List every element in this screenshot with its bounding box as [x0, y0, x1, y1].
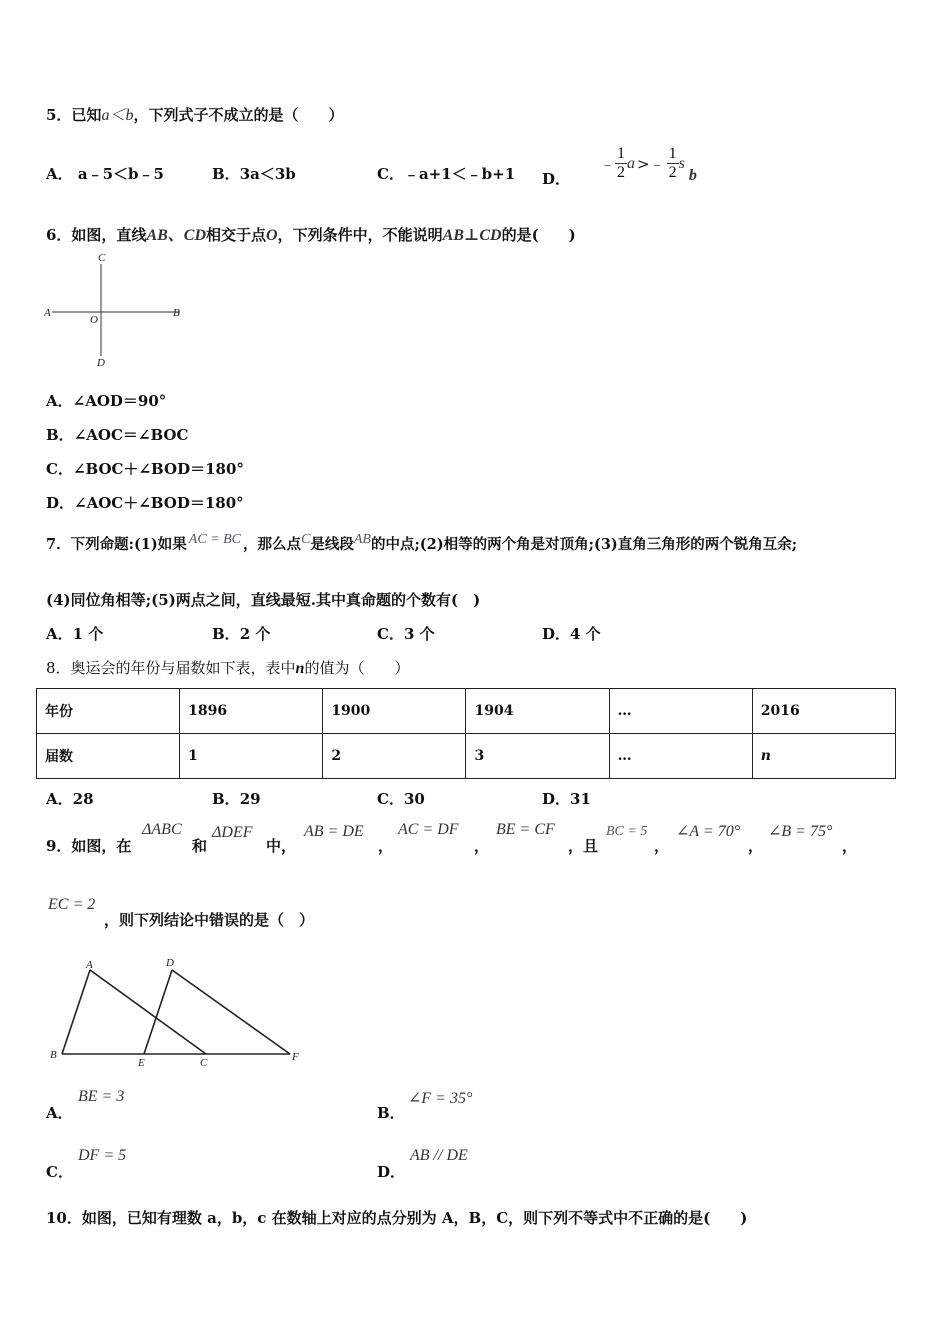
q9-option-c-text: DF = 5 — [78, 1147, 127, 1164]
option-letter: C． — [377, 790, 404, 808]
q8-stem-prefix: 8．奥运会的年份与届数如下表，表中 — [46, 659, 296, 677]
q9-cond6: ∠B = 75° — [768, 823, 833, 840]
option-text: 31 — [570, 790, 591, 808]
q7-option-c — [377, 623, 435, 644]
line-ba — [62, 970, 90, 1054]
q9-tri1: ΔABC — [142, 821, 182, 838]
q9-option-d-letter: D． — [377, 1163, 406, 1181]
q7-segment: AB — [353, 532, 371, 547]
q6-stem-mid: 相交于点 — [206, 226, 267, 244]
frac-den: 2 — [668, 164, 677, 181]
table-cell: 1900 — [323, 689, 466, 734]
q9-comma4: ， — [748, 837, 764, 855]
label-b: B — [50, 1049, 57, 1061]
label-o: O — [90, 314, 98, 326]
q5-stem-prefix: 5．已知 — [46, 106, 102, 124]
q5-option-d — [542, 138, 697, 189]
label-c: C — [200, 1057, 208, 1069]
label-a: A — [44, 307, 51, 319]
q7-part1: 7．下列命题:(1)如果 — [46, 536, 187, 553]
q6-option-d — [46, 492, 244, 513]
q7-stem-line1 — [46, 533, 797, 554]
label-a: A — [86, 959, 93, 971]
q9-comma3: ， — [654, 837, 670, 855]
q5-stem-suffix: ，下列式子不成立的是（ ） — [133, 106, 344, 124]
option-letter: B． — [212, 165, 240, 183]
q7-part2: ，那么点 — [243, 536, 301, 553]
q7-stem-line2: (4)同位角相等;(5)两点之间，直线最短.其中真命题的个数有( ) — [46, 591, 481, 609]
option-text: 1 个 — [72, 625, 104, 643]
q9-cond1: AB = DE — [304, 823, 364, 840]
q6-lines: AB、CD — [146, 227, 207, 244]
option-text: ∠AOC＝∠BOC — [73, 426, 189, 444]
q7-part3: 是线段 — [310, 536, 354, 553]
label-f: F — [292, 1051, 299, 1063]
option-letter: A． — [46, 392, 73, 410]
table-cell: 1896 — [180, 689, 323, 734]
q8-var: n — [295, 660, 305, 677]
q6-stem — [46, 222, 576, 245]
q9-option-a-letter: A． — [46, 1104, 73, 1122]
label-c: C — [98, 252, 106, 264]
option-text: ∠AOC＋∠BOD＝180° — [74, 494, 244, 512]
q5-stem — [46, 102, 343, 125]
option-letter: A． — [46, 165, 73, 183]
table-cell: n — [752, 734, 895, 779]
q9-cond4: BC = 5 — [606, 824, 648, 839]
q9-option-b-text: ∠F = 35° — [408, 1090, 473, 1107]
option-letter: D． — [46, 494, 75, 512]
q9-cond5: ∠A = 70° — [676, 823, 741, 840]
frac-num: 1 — [617, 145, 626, 162]
q6-stem-suffix: 的是( ) — [501, 226, 576, 244]
option-letter: D． — [542, 790, 571, 808]
q6-stem-prefix: 6．如图，直线 — [46, 226, 147, 244]
q8-stem-suffix: 的值为（ ） — [304, 659, 410, 677]
d-lhs-var: a — [627, 154, 636, 172]
q7-part4: 的中点;(2)相等的两个角是对顶角;(3)直角三角形的两个锐角互余; — [370, 536, 798, 553]
table-cell: 届数 — [37, 734, 180, 779]
q7-option-a — [46, 623, 103, 644]
table-row — [37, 734, 896, 779]
option-text: 3a＜3b — [239, 165, 296, 183]
q9-comma2: ， — [474, 837, 490, 855]
frac-den: 2 — [617, 164, 626, 181]
q6-perp: AB⊥CD — [442, 227, 502, 244]
q8-option-a — [46, 788, 94, 809]
option-text: ∠BOC＋∠BOD＝180° — [72, 460, 244, 478]
label-e: E — [138, 1057, 145, 1069]
table-cell: 1 — [180, 734, 323, 779]
option-letter: B． — [46, 426, 74, 444]
q9-and: 和 — [192, 837, 208, 855]
option-letter: B． — [212, 625, 240, 643]
option-text: 4 个 — [570, 625, 601, 643]
table-cell: 2016 — [752, 689, 895, 734]
q5-option-b — [212, 163, 296, 184]
option-text: ﹣a+1＜﹣b+1 — [403, 165, 516, 183]
d-tail: b — [688, 166, 697, 184]
option-text: 30 — [403, 790, 425, 808]
option-text: 2 个 — [239, 625, 271, 643]
q5-option-a — [46, 163, 164, 184]
q9-comma5: ， — [842, 837, 858, 855]
olympic-table — [36, 688, 896, 779]
option-letter: C． — [46, 460, 73, 478]
q6-option-c — [46, 458, 244, 479]
q9-option-c-letter: C． — [46, 1163, 73, 1181]
q6-figure — [40, 250, 190, 370]
q7-option-d — [542, 623, 601, 644]
q6-stem-mid2: ，下列条件中，不能说明 — [277, 226, 443, 244]
d-sign: ﹣ — [600, 155, 616, 173]
table-cell: … — [609, 734, 752, 779]
option-letter: C． — [377, 625, 404, 643]
table-cell: 3 — [466, 734, 609, 779]
q5-condition: a＜b — [101, 107, 134, 124]
q5-frac-2 — [667, 145, 679, 182]
option-letter: A． — [46, 625, 73, 643]
q9-cond2: AC = DF — [398, 821, 459, 838]
q8-option-c — [377, 788, 425, 809]
q9-cond7: EC = 2 — [48, 896, 96, 913]
q7-eq1: AC = BC — [188, 532, 241, 547]
option-text: 3 个 — [403, 625, 435, 643]
q9-option-d-text: AB // DE — [410, 1147, 468, 1164]
q8-option-b — [212, 788, 261, 809]
label-d: D — [166, 957, 174, 969]
q9-qie: ，且 — [568, 837, 599, 855]
q6-option-a — [46, 390, 166, 411]
q8-option-d — [542, 788, 591, 809]
d-relation: >﹣ — [637, 155, 665, 173]
q9-cond3: BE = CF — [496, 821, 555, 838]
table-cell: 1904 — [466, 689, 609, 734]
option-text: ∠AOD＝90° — [72, 392, 167, 410]
q9-zhong: 中， — [266, 837, 297, 855]
option-letter: D． — [542, 170, 571, 188]
q9-comma1: ， — [378, 837, 394, 855]
q9-stem-suffix: ，则下列结论中错误的是（ ） — [104, 911, 315, 929]
option-letter: B． — [212, 790, 240, 808]
q7-point: C — [301, 532, 311, 547]
option-letter: A． — [46, 790, 73, 808]
q5-frac-1 — [615, 145, 627, 182]
label-b: B — [173, 307, 180, 319]
q9-figure — [44, 950, 314, 1074]
table-cell: 2 — [323, 734, 466, 779]
q6-option-b — [46, 424, 188, 445]
q9-option-b-letter: B． — [377, 1104, 405, 1122]
option-text: 28 — [72, 790, 94, 808]
table-cell: … — [609, 689, 752, 734]
label-d: D — [97, 357, 105, 369]
option-text: a﹣5＜b﹣5 — [77, 165, 164, 183]
option-text: 29 — [239, 790, 261, 808]
table-row — [37, 689, 896, 734]
d-rhs-var: s — [678, 154, 685, 172]
frac-num: 1 — [668, 145, 677, 162]
table-cell: 年份 — [37, 689, 180, 734]
q8-stem — [46, 657, 409, 678]
option-letter: C． — [377, 165, 404, 183]
q6-point-o: O — [266, 227, 278, 244]
q9-option-a-text: BE = 3 — [78, 1088, 125, 1105]
q5-option-c — [377, 163, 515, 184]
q9-tri2: ΔDEF — [212, 824, 253, 841]
option-letter: D． — [542, 625, 571, 643]
q9-stem-prefix: 9．如图，在 — [46, 837, 132, 855]
q7-option-b — [212, 623, 270, 644]
q10-stem: 10．如图，已知有理数 a，b，c 在数轴上对应的点分别为 A，B，C，则下列不等式中不正确的是( ) — [46, 1209, 748, 1227]
